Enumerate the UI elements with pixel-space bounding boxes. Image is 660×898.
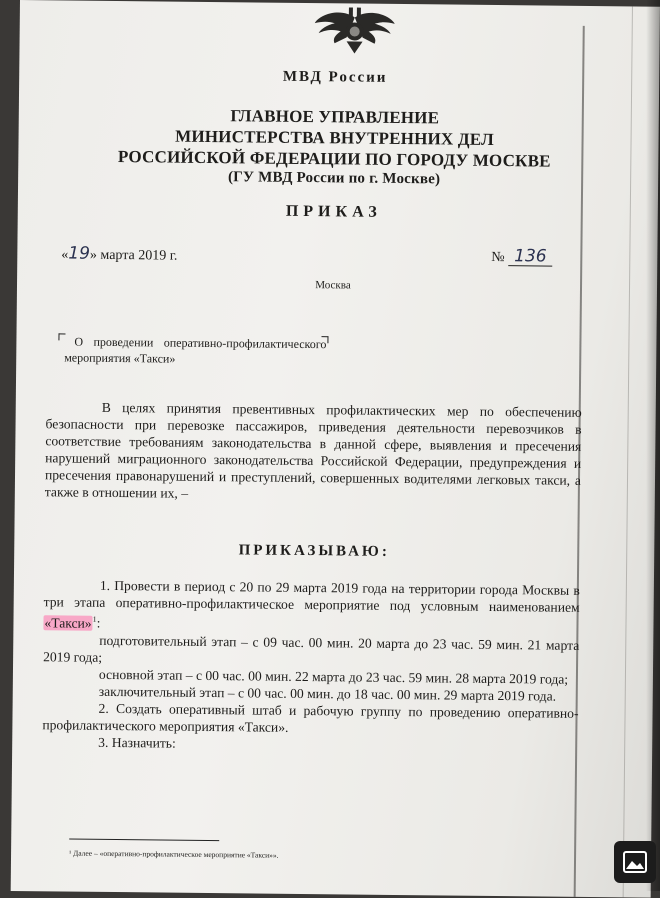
date-open-quote: « (61, 247, 69, 263)
city: Москва (315, 279, 351, 292)
footnote: ¹ Далее – «оперативно-профилактическое мероприятие «Такси»». (69, 848, 279, 860)
order-items (42, 576, 580, 755)
heading-line-1: ГЛАВНОЕ УПРАВЛЕНИЕ (230, 106, 440, 128)
order-title: ПРИКАЗ (285, 202, 382, 221)
item-1-end: : (96, 615, 101, 631)
heading-line-4: (ГУ МВД России по г. Москве) (227, 169, 441, 188)
number-label: № (491, 249, 505, 266)
date-day-handwritten: 19 (68, 243, 91, 264)
heading-line-2: МИНИСТЕРСТВА ВНУТРЕННИХ ДЕЛ (175, 126, 495, 149)
order-verb: ПРИКАЗЫВАЮ: (238, 542, 390, 560)
preamble (45, 398, 582, 506)
order-number (491, 246, 553, 267)
image-viewer-button[interactable] (614, 841, 656, 883)
item-3: 3. Назначить: (98, 734, 176, 751)
order-date (61, 243, 177, 264)
footnote-divider (69, 839, 219, 842)
item-2: 2. Создать оперативный штаб и рабочую группу по проведению оперативно-профилактического мероприятия «Такси». (42, 700, 579, 735)
item-1-name-highlight: «Такси» (44, 614, 92, 631)
ministry-name: МВД России (282, 68, 388, 86)
image-icon (614, 841, 656, 883)
item-1-text: 1. Провести в период с 20 по 29 марта 2019 года на территории города Москвы в три этапа оперативно-профилактическое мероприятие под условным наименованием (43, 577, 580, 615)
number-value-handwritten: 136 (514, 246, 547, 267)
eagle-emblem-icon (312, 7, 396, 56)
item-1-footnote-mark: 1 (92, 614, 97, 624)
preamble-text: В целях принятия превентивных профилактических мер по обеспечению безопасности при перевозке пассажиров, приведения деятельности перевозчиков в соответствие требованиям законодательства в данной сфере, выявления и пресечения нарушений миграционного законодательства Российской Федерации, предупреждения и пресечения правонарушений и преступлений, совершенных водителями легковых такси, а также в отношении их, – (44, 399, 582, 501)
date-rest: » марта 2019 г. (89, 247, 178, 264)
document-page (11, 0, 660, 898)
stage-1: подготовительный этап – с 09 час. 00 мин. 20 марта до 23 час. 59 мин. 21 марта 2019 года; (43, 632, 580, 665)
order-subject: О проведении оперативно-профилактического мероприятия «Такси» (64, 334, 327, 366)
stage-2: основной этап – с 00 час. 00 мин. 22 марта до 23 час. 59 мин. 28 марта 2019 года; (98, 666, 569, 687)
item-1 (43, 576, 580, 636)
stage-3: заключительный этап – с 00 час. 00 мин. до 18 час. 00 мин. 29 марта 2019 года. (98, 683, 557, 704)
heading-line-3: РОССИЙСКОЙ ФЕДЕРАЦИИ ПО ГОРОДУ МОСКВЕ (117, 147, 551, 171)
